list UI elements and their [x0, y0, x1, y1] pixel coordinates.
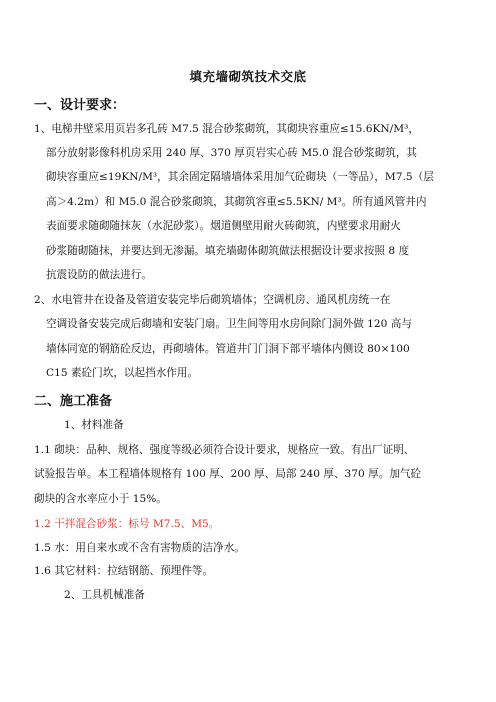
section-2-line: 砌块的含水率应小于 15%。 [34, 493, 167, 505]
section-1-line: 抗震设防的做法进行。 [46, 269, 152, 281]
section-2-line: 1.1 砌块：品种、规格、强度等级必须符合设计要求，规格应一致。有出厂证明、 [34, 444, 415, 456]
highlighted-line: 1.2 干拌混合砂浆：标号 M7.5、M5。 [34, 518, 220, 530]
document-title: 填充墙砌筑技术交底 [189, 69, 307, 84]
section-2-line: 试验报告单。本工程墙体规格有 100 厚、200 厚、局部 240 厚、370 厚。加气砼 [34, 468, 422, 480]
section-2-line: 1.6 其它材料：拉结钢筋、预埋件等。 [34, 565, 214, 577]
section-2-heading: 二、施工准备 [34, 394, 113, 409]
subsection-heading: 1、材料准备 [64, 419, 124, 431]
section-1-line: 砌块容重应≤19KN/M³，其余固定隔墙墙体采用加气砼砌块（一等品），M7.5（层 [46, 171, 434, 183]
section-1-line: C15 素砼门坎，以起挡水作用。 [46, 367, 199, 379]
section-1-line: 1、电梯井壁采用页岩多孔砖 M7.5 混合砂浆砌筑，其砌块容重应≤15.6KN/M³， [34, 123, 419, 135]
subsection-heading: 2、工具机械准备 [64, 589, 145, 601]
section-1-line: 空调设备安装完成后砌墙和安装门扇。卫生间等用水房间除门洞外做 120 高与 [46, 318, 412, 330]
section-1-line: 砂浆随砌随抹，并要达到无渗漏。填充墙砌体砌筑做法根据设计要求按照 8 度 [46, 245, 410, 257]
section-1-line: 部分放射影像科机房采用 240 厚、370 厚页岩实心砖 M5.0 混合砂浆砌筑，其 [46, 147, 418, 159]
section-1-line: 墙体同宽的钢筋砼反边，再砌墙体。管道井门门洞下部平墙体内侧设 80×100 [46, 343, 410, 355]
section-2-line: 1.5 水：用自来水或不含有害物质的洁净水。 [34, 542, 245, 554]
section-1-heading: 一、设计要求： [34, 98, 126, 113]
section-1-line: 高＞4.2m）和 M5.0 混合砂浆砌筑，其砌筑容重≤5.5KN/ M³。所有通风管井内 [46, 196, 427, 208]
section-1-line: 2、水电管井在设备及管道安装完毕后砌筑墙体；空调机房、通风机房统一在 [34, 294, 391, 306]
section-1-line: 表面要求随砌随抹灰（水泥砂浆）。烟道侧壁用耐火砖砌筑，内壁要求用耐火 [46, 220, 401, 232]
